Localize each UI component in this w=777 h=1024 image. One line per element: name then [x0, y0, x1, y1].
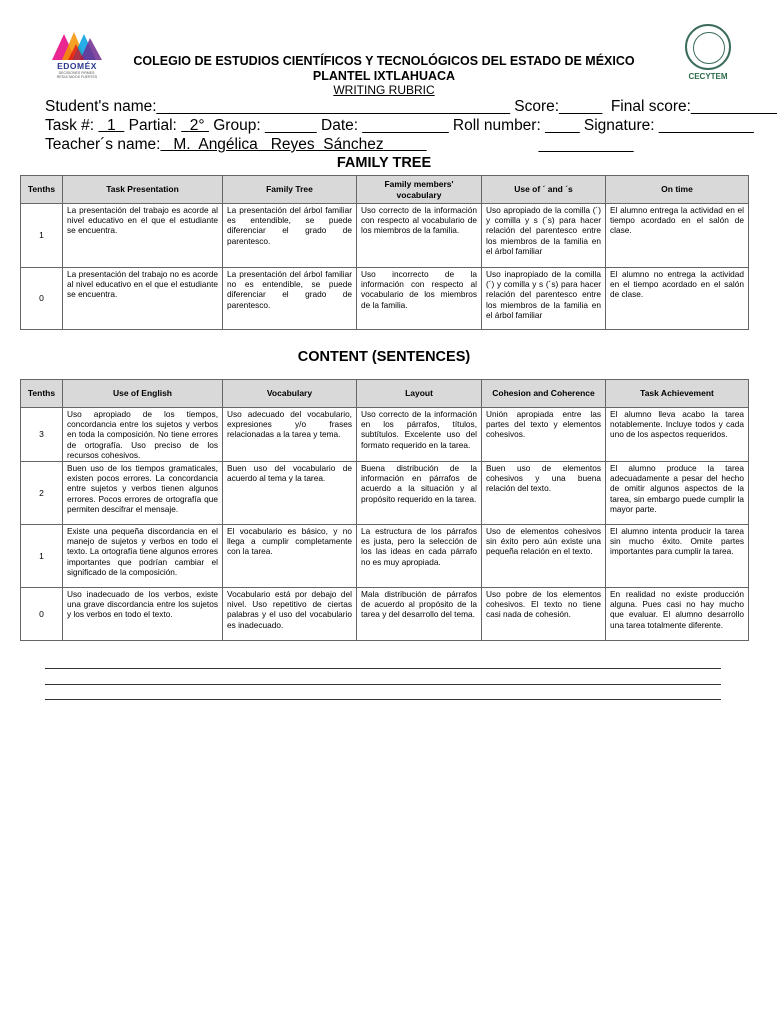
tenth-value: 2 [21, 462, 63, 525]
content-table [20, 379, 749, 641]
school-name: COLEGIO DE ESTUDIOS CIENTÍFICOS Y TECNOLÓGICOS DEL ESTADO DE MÉXICO [133, 54, 635, 68]
comment-lines[interactable] [45, 668, 721, 715]
partial-value-field[interactable]: 2° [189, 117, 205, 134]
header-on-time: On time [606, 176, 749, 204]
rubric-cell: Uso inapropiado de la comilla (´) y comilla y s (´s) para hacer relación del parentesco entre los miembros de la familia en el árbol familiar [482, 268, 606, 330]
rubric-cell: Buen uso de los tiempos gramaticales, existen pocos errores. La concordancia entre sujetos y verbos tienen algunos errores. Pocos errores de ortografía que permiten descifrar el mensaje. [63, 462, 223, 525]
header-family-vocabulary: Family members' vocabulary [357, 176, 482, 204]
rubric-cell: Buen uso del vocabulario de acuerdo al tema y la tarea. [223, 462, 357, 525]
edomex-brand: EDOMÉX [57, 61, 97, 71]
roll-number-label: Roll number: [452, 117, 541, 134]
score-field[interactable]: _____ [559, 98, 603, 115]
campus-name: PLANTEL IXTLAHUACA [312, 69, 456, 83]
student-info-line [45, 98, 777, 116]
rubric-cell: La presentación del árbol familiar es entendible, se puede diferenciar el grado de parentesco. [223, 204, 357, 268]
rubric-cell: Existe una pequeña discordancia en el manejo de sujetos y verbos en todo el texto. La ortografía tiene algunos errores importantes que podrían cambiar el significado de la composición. [63, 525, 223, 588]
content-title: CONTENT (SENTENCES) [297, 349, 471, 365]
signature-label: Signature: [583, 117, 655, 134]
tenth-value: 1 [21, 204, 63, 268]
header-apostrophe-use: Use of ´ and ´s [482, 176, 606, 204]
tenth-value: 3 [21, 408, 63, 462]
rubric-cell: El alumno no entrega la actividad en el tiempo acordado en el salón de clase. [606, 268, 749, 330]
tenth-value: 0 [21, 588, 63, 641]
header-tenths: Tenths [21, 380, 63, 408]
rubric-cell: Uso correcto de la información con respecto al vocabulario de los miembros de la familia. [357, 204, 482, 268]
group-field[interactable]: ______ [264, 117, 317, 134]
rubric-cell: En realidad no existe producción alguna. Pues casi no hay mucho que evaluar. El alumno desarrollo una tarea totalmente diferente. [606, 588, 749, 641]
comment-line[interactable] [45, 699, 721, 700]
comment-line[interactable] [45, 684, 721, 685]
teacher-name-field[interactable]: M. Angélica Reyes Sánchez [173, 136, 384, 153]
rubric-cell: El alumno lleva acabo la tarea notablemente. Incluye todos y cada uno de los aspectos requeridos. [606, 408, 749, 462]
tenth-value: 0 [21, 268, 63, 330]
header-cohesion-coherence: Cohesion and Coherence [482, 380, 606, 408]
header-task-presentation: Task Presentation [63, 176, 223, 204]
table-row [21, 588, 749, 641]
rubric-cell: Vocabulario está por debajo del nivel. Uso repetitivo de ciertas palabras y el uso del vocabulario es inadecuado. [223, 588, 357, 641]
header-tenths: Tenths [21, 176, 63, 204]
score-label: Score: [514, 98, 560, 115]
rubric-cell: Buena distribución de la información en párrafos de acuerdo a la situación y al propósito requerido en la tarea. [357, 462, 482, 525]
teacher-name-label: Teacher´s name: [45, 136, 161, 153]
rubric-cell: Uso apropiado de la comilla (´) y comilla y s (´s) para hacer relación del parentesco entre los miembros de la familia en el árbol familiar [482, 204, 606, 268]
rubric-cell: El vocabulario es básico, y no llega a cumplir completamente con la tarea. [223, 525, 357, 588]
comment-line[interactable] [45, 668, 721, 669]
rubric-cell: El alumno entrega la actividad en el tiempo acordado en el salón de clase. [606, 204, 749, 268]
rubric-cell: Unión apropiada entre las partes del texto y elementos cohesivos. [482, 408, 606, 462]
header-vocabulary: Vocabulary [223, 380, 357, 408]
rubric-cell: Uso de elementos cohesivos sin éxito pero aún existe una pequeña relación en el texto. [482, 525, 606, 588]
rubric-cell: Uso adecuado del vocabulario, expresiones y/o frases relacionadas a la tarea y tema. [223, 408, 357, 462]
rubric-cell: La presentación del árbol familiar no es entendible, se puede diferenciar el grado de parentesco. [223, 268, 357, 330]
tenth-value: 1 [21, 525, 63, 588]
rubric-cell: Mala distribución de párrafos de acuerdo al propósito de la tarea y del desarrollo del tema. [357, 588, 482, 641]
family-tree-header-row [21, 176, 749, 204]
rubric-cell: El alumno intenta producir la tarea sin mucho éxito. Omite partes importantes para cumplir la tarea. [606, 525, 749, 588]
family-tree-title: FAMILY TREE [336, 155, 432, 171]
student-name-label: Student's name: [45, 98, 157, 115]
table-row [21, 462, 749, 525]
content-header-row [21, 380, 749, 408]
rubric-cell: Uso pobre de los elementos cohesivos. El texto no tiene casi nada de cohesión. [482, 588, 606, 641]
rubric-cell: Uso apropiado de los tiempos, concordancia entre los sujetos y verbos en toda la composición. No tiene errores de ortografía. Uso preciso de los recursos cohesivos. [63, 408, 223, 462]
group-label: Group: [213, 117, 261, 134]
teacher-info-line [45, 136, 633, 154]
date-label: Date: [321, 117, 359, 134]
rubric-cell: Uso incorrecto de la información con respecto al vocabulario de los miembros de la familia. [357, 268, 482, 330]
document-title: WRITING RUBRIC [333, 83, 435, 97]
student-name-field[interactable]: _________________________________________ [156, 98, 510, 115]
roll-number-field[interactable]: ____ [545, 117, 580, 134]
task-value-field[interactable]: 1 [107, 117, 116, 134]
task-label: Task #: [45, 117, 95, 134]
rubric-cell: La estructura de los párrafos es justa, pero la selección de los las ideas en cada párrafo no es muy apropiada. [357, 525, 482, 588]
rubric-cell: Uso inadecuado de los verbos, existe una grave discordancia entre los sujetos y los verbos en todo el texto. [63, 588, 223, 641]
signature-line-field[interactable]: ___________ [538, 136, 634, 153]
rubric-cell: La presentación del trabajo es acorde al nivel educativo en el que el estudiante se encuentra. [63, 204, 223, 268]
partial-label: Partial: [128, 117, 177, 134]
family-tree-table [20, 175, 749, 330]
date-field[interactable]: __________ [362, 117, 449, 134]
rubric-cell: La presentación del trabajo no es acorde al nivel educativo en el que el estudiante se encuentra. [63, 268, 223, 330]
edomex-tagline: DECISIONES FIRMES, RESULTADOS FUERTES [56, 71, 98, 79]
table-row [21, 268, 749, 330]
rubric-cell: Uso correcto de la información en los párrafos, títulos, subtítulos. Excelente uso del formato requerido en la tarea. [357, 408, 482, 462]
table-row [21, 408, 749, 462]
cecytem-brand: CECYTEM [688, 72, 728, 81]
final-score-label: Final score: [610, 98, 691, 115]
header-family-tree: Family Tree [223, 176, 357, 204]
header-task-achievement: Task Achievement [606, 380, 749, 408]
signature-field[interactable]: ___________ [658, 117, 754, 134]
rubric-cell: Buen uso de elementos cohesivos y una buena relación del texto. [482, 462, 606, 525]
final-score-field[interactable]: __________ [690, 98, 777, 115]
task-info-line [45, 117, 754, 135]
rubric-cell: El alumno produce la tarea adecuadamente a pesar del hecho de omitir algunos aspectos de la tarea, sin embargo puede cumplir la mayor parte. [606, 462, 749, 525]
table-row [21, 525, 749, 588]
header-use-of-english: Use of English [63, 380, 223, 408]
header-layout: Layout [357, 380, 482, 408]
table-row [21, 204, 749, 268]
